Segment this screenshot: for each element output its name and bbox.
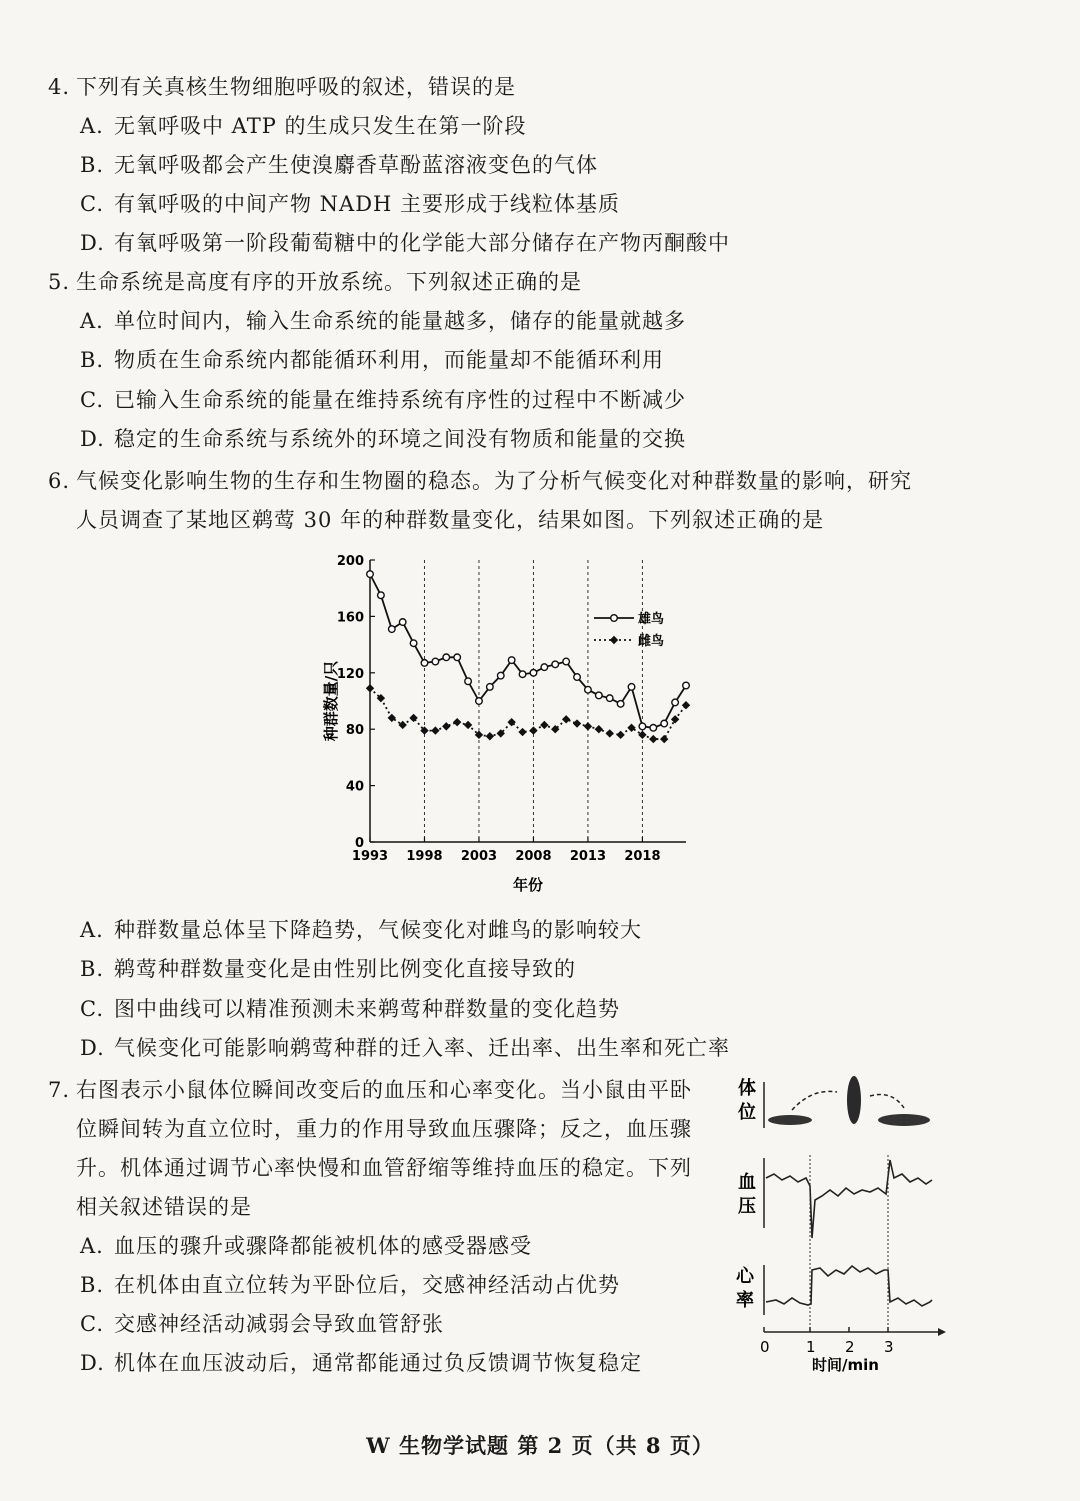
q5-option-c xyxy=(80,385,686,415)
male-point xyxy=(454,654,461,661)
y-tick-label-40: 40 xyxy=(345,779,364,795)
option-letter: C. xyxy=(80,388,104,412)
option-text: 种群数量总体呈下降趋势，气候变化对雌鸟的影响较大 xyxy=(114,918,642,942)
tick-label-3: 3 xyxy=(884,1338,894,1356)
x-tick-label-1993: 1993 xyxy=(351,849,389,864)
x-tick-label-2003: 2003 xyxy=(460,849,498,864)
chart-legend xyxy=(594,611,664,649)
q4-option-d xyxy=(80,228,730,258)
male-point xyxy=(617,701,624,708)
male-point xyxy=(639,723,646,730)
male-point xyxy=(465,678,472,685)
tick-label-0: 0 xyxy=(760,1338,770,1356)
option-letter: B. xyxy=(80,348,105,372)
x-tick-label-1998: 1998 xyxy=(406,849,443,864)
option-text: 物质在生命系统内都能循环利用，而能量却不能循环利用 xyxy=(114,348,664,372)
option-text: 机体在血压波动后，通常都能通过负反馈调节恢复稳定 xyxy=(114,1351,642,1375)
x-tick-label-2018: 2018 xyxy=(624,849,661,864)
female-point xyxy=(518,728,526,736)
male-point xyxy=(410,640,417,647)
female-point xyxy=(507,718,515,726)
female-point xyxy=(584,722,592,730)
male-point xyxy=(563,658,570,665)
q4-option-a xyxy=(80,111,527,141)
q5-option-b xyxy=(80,345,664,375)
male-point xyxy=(476,698,483,705)
option-letter: C. xyxy=(80,997,104,1021)
option-letter: A. xyxy=(80,309,104,333)
female-point xyxy=(540,721,548,729)
y-tick-label-200: 200 xyxy=(336,554,364,569)
legend-marker-female xyxy=(610,636,618,644)
male-point xyxy=(552,661,559,668)
option-text: 在机体由直立位转为平卧位后，交感神经活动占优势 xyxy=(114,1273,620,1297)
x-tick-label-2013: 2013 xyxy=(569,849,607,864)
q7-number: 7. xyxy=(48,1078,71,1102)
male-point xyxy=(650,724,657,731)
tick-label-1: 1 xyxy=(806,1338,816,1356)
hr-label-2: 率 xyxy=(736,1290,754,1311)
female-point xyxy=(366,684,374,692)
option-letter: A. xyxy=(80,1234,104,1258)
q6-option-d xyxy=(80,1033,730,1063)
standing-mouse-icon xyxy=(847,1076,861,1124)
hr-label-1: 心 xyxy=(736,1266,754,1287)
q7-option-c xyxy=(80,1309,444,1339)
female-point xyxy=(486,732,494,740)
q6-number: 6. xyxy=(48,469,71,493)
option-letter: C. xyxy=(80,1312,104,1336)
female-point xyxy=(606,729,614,737)
male-point xyxy=(388,626,395,633)
legend-marker-male xyxy=(611,615,618,622)
mouse-bp-hr-figure xyxy=(732,1070,947,1375)
male-point xyxy=(497,672,504,679)
y-tick-label-120: 120 xyxy=(336,666,364,682)
female-point xyxy=(409,714,417,722)
q7-stem-line2: 位瞬间转为直立位时，重力的作用导致血压骤降；反之，血压骤 xyxy=(76,1117,692,1141)
q4-stem xyxy=(48,72,516,102)
time-axis-arrow-icon xyxy=(938,1328,946,1336)
x-tick-label-2008: 2008 xyxy=(515,849,552,864)
q5-stem-text: 生命系统是高度有序的开放系统。下列叙述正确的是 xyxy=(76,270,582,294)
q6-stem-line2: 人员调查了某地区鹈莺 30 年的种群数量变化，结果如图。下列叙述正确的是 xyxy=(76,508,825,532)
option-letter: A. xyxy=(80,114,104,138)
option-text: 图中曲线可以精准预测未来鹈莺种群数量的变化趋势 xyxy=(114,997,620,1021)
y-tick-label-160: 160 xyxy=(336,610,364,626)
legend-label-0: 雄鸟 xyxy=(638,612,665,627)
option-letter: D. xyxy=(80,1351,105,1375)
y-tick-label-80: 80 xyxy=(345,723,364,739)
hr-trace xyxy=(766,1266,932,1306)
option-text: 气候变化可能影响鹈莺种群的迁入率、迁出率、出生率和死亡率 xyxy=(114,1036,730,1060)
lying-mouse-left-icon xyxy=(768,1115,812,1125)
male-point xyxy=(378,592,385,599)
y-axis-label: 种群数量/只 xyxy=(322,660,340,742)
q7-stem-line3: 升。机体通过调节心率快慢和血管舒缩等维持血压的稳定。下列 xyxy=(76,1156,692,1180)
option-letter: D. xyxy=(80,231,105,255)
option-text: 鹈莺种群数量变化是由性别比例变化直接导致的 xyxy=(114,957,576,981)
q7-option-d xyxy=(80,1348,642,1378)
lying-mouse-right-icon xyxy=(878,1114,930,1126)
q6-option-c xyxy=(80,994,620,1024)
q4-stem-text: 下列有关真核生物细胞呼吸的叙述，错误的是 xyxy=(76,75,516,99)
option-letter: B. xyxy=(80,1273,105,1297)
legend-label-1: 雌鸟 xyxy=(638,634,665,649)
option-text: 无氧呼吸都会产生使溴麝香草酚蓝溶液变色的气体 xyxy=(114,153,598,177)
option-text: 稳定的生命系统与系统外的环境之间没有物质和能量的交换 xyxy=(114,427,686,451)
q5-option-a xyxy=(80,306,686,336)
option-letter: B. xyxy=(80,153,105,177)
chart-series xyxy=(366,571,690,743)
female-point xyxy=(649,735,657,743)
posture-label-1: 体 xyxy=(738,1078,756,1099)
male-point xyxy=(432,658,439,665)
q7-stem-line4: 相关叙述错误的是 xyxy=(76,1195,252,1219)
option-letter: C. xyxy=(80,192,104,216)
female-point xyxy=(573,719,581,727)
q6-stem-text: 气候变化影响生物的生存和生物圈的稳态。为了分析气候变化对种群数量的影响，研究 xyxy=(76,469,912,493)
male-point xyxy=(683,682,690,689)
male-point xyxy=(367,571,374,578)
male-point xyxy=(399,619,406,626)
q6-stem-line1 xyxy=(48,466,912,496)
q5-stem xyxy=(48,267,582,297)
q4-option-b xyxy=(80,150,598,180)
female-point xyxy=(616,731,624,739)
male-point xyxy=(661,720,668,727)
male-point xyxy=(508,657,515,664)
option-text: 已输入生命系统的能量在维持系统有序性的过程中不断减少 xyxy=(114,388,686,412)
female-point xyxy=(464,721,472,729)
series-line-0 xyxy=(370,574,686,728)
male-point xyxy=(585,686,592,693)
q7-option-b xyxy=(80,1270,620,1300)
q6-option-b xyxy=(80,954,576,984)
option-text: 交感神经活动减弱会导致血管舒张 xyxy=(114,1312,444,1336)
posture-label-2: 位 xyxy=(738,1102,756,1123)
page-footer: W 生物学试题 第 2 页（共 8 页） xyxy=(366,1433,714,1458)
female-point xyxy=(671,715,679,723)
arrow-up-icon xyxy=(792,1091,837,1110)
q4-number: 4. xyxy=(48,75,71,99)
time-unit-label: 时间/min xyxy=(812,1356,879,1374)
female-point xyxy=(529,726,537,734)
option-letter: A. xyxy=(80,918,104,942)
male-point xyxy=(519,671,526,678)
option-letter: B. xyxy=(80,957,105,981)
female-point xyxy=(660,735,668,743)
female-point xyxy=(595,725,603,733)
female-point xyxy=(682,701,690,709)
male-point xyxy=(628,684,635,691)
option-text: 无氧呼吸中 ATP 的生成只发生在第一阶段 xyxy=(114,114,527,138)
q6-option-a xyxy=(80,915,642,945)
male-point xyxy=(596,692,603,699)
bp-trace xyxy=(766,1160,932,1238)
female-point xyxy=(442,722,450,730)
female-point xyxy=(453,718,461,726)
q7-stem-line1 xyxy=(48,1075,692,1105)
option-letter: D. xyxy=(80,1036,105,1060)
male-point xyxy=(574,674,581,681)
x-axis-label: 年份 xyxy=(512,876,544,894)
female-point xyxy=(562,715,570,723)
q4-option-c xyxy=(80,189,620,219)
male-point xyxy=(606,695,613,702)
y-tick-label-0: 0 xyxy=(354,836,364,851)
male-point xyxy=(421,660,428,667)
male-point xyxy=(541,664,548,671)
q7-option-a xyxy=(80,1231,532,1261)
bp-label-1: 血 xyxy=(738,1172,756,1193)
male-point xyxy=(443,654,450,661)
arrow-down-icon xyxy=(870,1095,904,1109)
q5-option-d xyxy=(80,424,686,454)
female-point xyxy=(431,726,439,734)
male-point xyxy=(530,670,537,677)
tick-label-2: 2 xyxy=(845,1338,855,1356)
q5-number: 5. xyxy=(48,270,71,294)
option-text: 单位时间内，输入生命系统的能量越多，储存的能量就越多 xyxy=(114,309,686,333)
population-chart xyxy=(318,548,698,898)
male-point xyxy=(672,699,679,706)
option-letter: D. xyxy=(80,427,105,451)
male-point xyxy=(487,684,494,691)
bp-label-2: 压 xyxy=(738,1196,756,1217)
option-text: 有氧呼吸的中间产物 NADH 主要形成于线粒体基质 xyxy=(114,192,621,216)
q7-stem-text: 右图表示小鼠体位瞬间改变后的血压和心率变化。当小鼠由平卧 xyxy=(76,1078,692,1102)
option-text: 有氧呼吸第一阶段葡萄糖中的化学能大部分储存在产物丙酮酸中 xyxy=(114,231,730,255)
option-text: 血压的骤升或骤降都能被机体的感受器感受 xyxy=(114,1234,532,1258)
